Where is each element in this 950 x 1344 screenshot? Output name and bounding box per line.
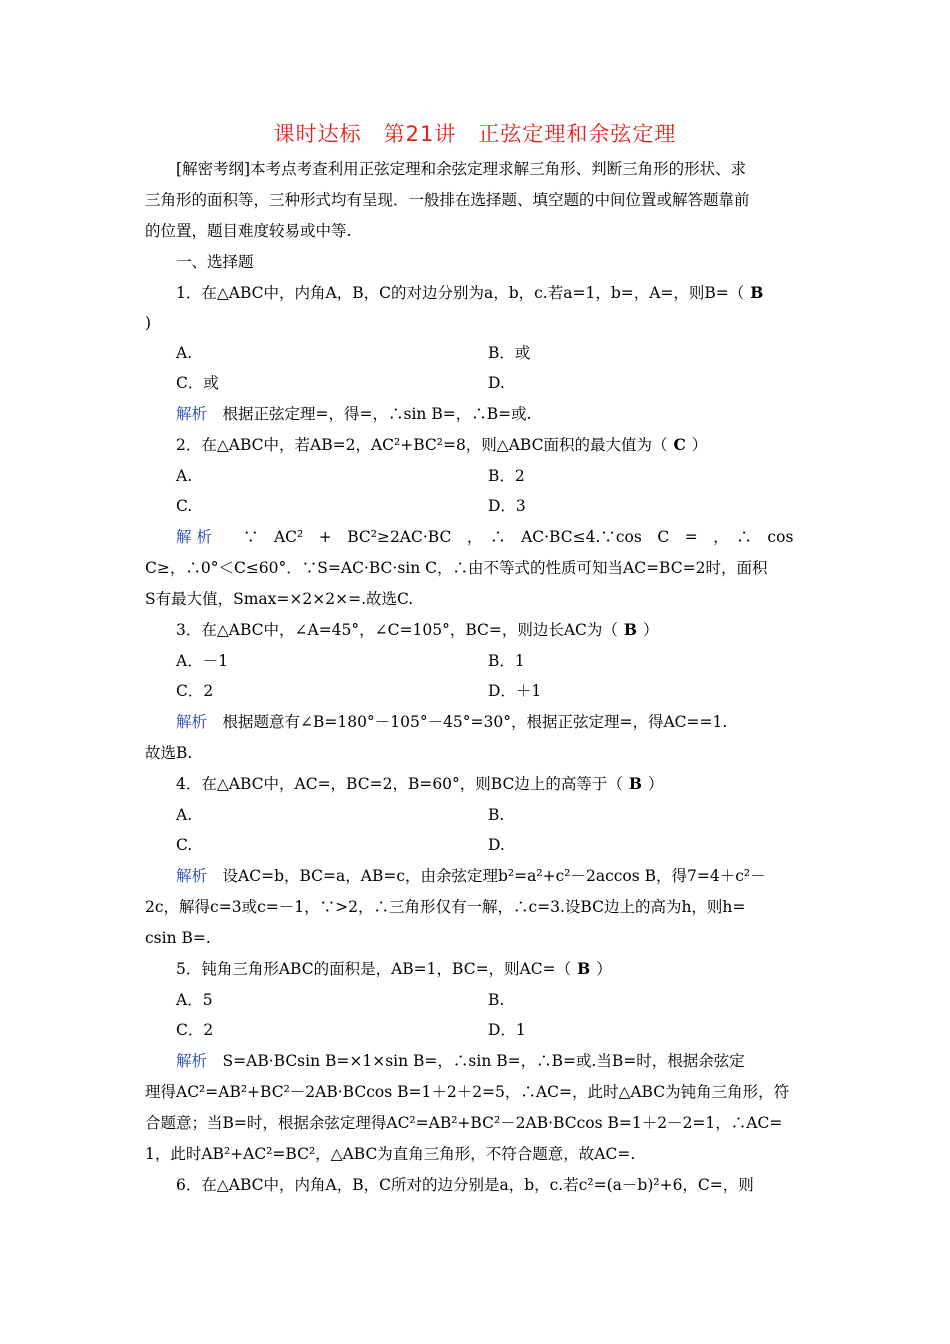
question-1-text: 1．在△ABC中，内角A，B，C的对边分别为a，b，c.若a=1，b=，A=，则B=（	[176, 284, 745, 302]
q2-solution-line-3: S有最大值，Smax=×2×2×=.故选C.	[145, 590, 414, 608]
q4-solution-line-1	[176, 865, 766, 887]
solution-label: 解析	[176, 713, 208, 731]
question-4-text: 4．在△ABC中，AC=，BC=2，B=60°，则BC边上的高等于（	[176, 775, 623, 793]
q5-option-b: B.	[488, 991, 505, 1009]
question-5-close: ）	[596, 960, 612, 978]
q1-solution	[176, 403, 532, 425]
page-title: 课时达标 第21讲 正弦定理和余弦定理	[273, 122, 677, 146]
solution-label: 解析	[176, 405, 208, 423]
q2-option-c: C.	[176, 497, 193, 515]
question-1-stem	[176, 282, 769, 304]
q1-solution-text: 根据正弦定理=，得=，∴sin B=，∴B=或.	[222, 405, 532, 423]
question-1-close: )	[145, 314, 152, 332]
question-2-stem	[176, 434, 707, 456]
q1-option-d: D.	[488, 374, 505, 392]
q4-solution-line-3: csin B=.	[145, 929, 211, 947]
q5-solution-line-2: 理得AC²=AB²+BC²－2AB·BCcos B=1＋2＋2=5，∴AC=，此时△ABC为钝角三角形，符	[145, 1083, 790, 1101]
q3-solution-line-1	[176, 711, 727, 733]
q2-option-a: A.	[176, 467, 193, 485]
q5-option-c: C．2	[176, 1021, 214, 1039]
q4-solution-text-1: 设AC=b，BC=a，AB=c，由余弦定理b²=a²+c²－2accos B，得7=4＋c²－	[222, 867, 766, 885]
q3-option-a: A．－1	[176, 652, 229, 670]
q5-solution-line-4: 1，此时AB²+AC²=BC²，△ABC为直角三角形，不符合题意，故AC=.	[145, 1145, 636, 1163]
question-2-text: 2．在△ABC中，若AB=2，AC²+BC²=8，则△ABC面积的最大值为（	[176, 436, 668, 454]
intro-line-2: 三角形的面积等，三种形式均有呈现．一般排在选择题、填空题的中间位置或解答题靠前	[145, 191, 750, 209]
q5-option-a: A．5	[176, 991, 213, 1009]
q1-option-c: C．或	[176, 374, 219, 392]
q3-solution-text-1: 根据题意有∠B=180°－105°－45°=30°，根据正弦定理=，得AC==1.	[222, 713, 728, 731]
q4-option-b: B.	[488, 806, 505, 824]
q4-option-c: C.	[176, 836, 193, 854]
question-4-close: ）	[647, 775, 664, 793]
intro-line-3: 的位置，题目难度较易或中等.	[145, 222, 352, 240]
q4-solution-line-2: 2c，解得c=3或c=－1，∵>2，∴三角形仅有一解，∴c=3.设BC边上的高为h，则h=	[145, 898, 746, 916]
q2-solution-line-2: C≥，∴0°＜C≤60°．∵S=AC·BC·sin C，∴由不等式的性质可知当AC=BC=2时，面积	[145, 559, 768, 577]
q5-solution-line-3: 合题意；当B=时，根据余弦定理得AC²=AB²+BC²－2AB·BCcos B=1＋2－2=1，∴AC=	[145, 1114, 783, 1132]
q3-option-b: B．1	[488, 652, 525, 670]
q3-solution-line-2: 故选B.	[145, 744, 193, 762]
question-3-stem	[176, 619, 659, 641]
solution-label: 解 析	[176, 528, 212, 546]
question-3-close: ）	[643, 621, 659, 639]
question-4-answer: B	[628, 774, 642, 793]
q5-option-d: D．1	[488, 1021, 526, 1039]
solution-label: 解析	[176, 867, 208, 885]
question-5-stem	[176, 958, 612, 980]
question-5-text: 5．钝角三角形ABC的面积是，AB=1，BC=，则AC=（	[176, 960, 572, 978]
question-2-close: ）	[691, 436, 708, 454]
q5-solution-line-1	[176, 1050, 745, 1072]
question-4-stem	[176, 773, 663, 795]
question-2-answer: C	[673, 435, 686, 454]
q1-option-b: B．或	[488, 344, 531, 362]
question-3-text: 3．在△ABC中，∠A=45°，∠C=105°，BC=，则边长AC为（	[176, 621, 618, 639]
intro-line-1: [解密考纲]本考点考查利用正弦定理和余弦定理求解三角形、判断三角形的形状、求	[176, 160, 747, 178]
q2-solution-line-1	[176, 526, 793, 548]
question-5-answer: B	[577, 959, 591, 978]
question-3-answer: B	[623, 620, 638, 639]
q2-option-d: D．3	[488, 497, 526, 515]
q2-option-b: B．2	[488, 467, 525, 485]
q2-solution-text-1: ∵ AC² + BC²≥2AC·BC ， ∴ AC·BC≤4.∵cos C = ， ∴ cos	[242, 528, 794, 546]
q3-option-c: C．2	[176, 682, 214, 700]
question-6-stem: 6．在△ABC中，内角A，B，C所对的边分别是a，b，c.若c²=(a－b)²+6，C=，则	[176, 1176, 754, 1194]
q4-option-d: D.	[488, 836, 505, 854]
q1-option-a: A.	[176, 344, 193, 362]
question-1-answer: B	[750, 283, 764, 302]
solution-label: 解析	[176, 1052, 208, 1070]
q5-solution-text-1: S=AB·BCsin B=×1×sin B=，∴sin B=，∴B=或.当B=时，根据余弦定	[222, 1052, 745, 1070]
section-heading: 一、选择题	[176, 253, 254, 271]
q4-option-a: A.	[176, 806, 193, 824]
q3-option-d: D．＋1	[488, 682, 542, 700]
